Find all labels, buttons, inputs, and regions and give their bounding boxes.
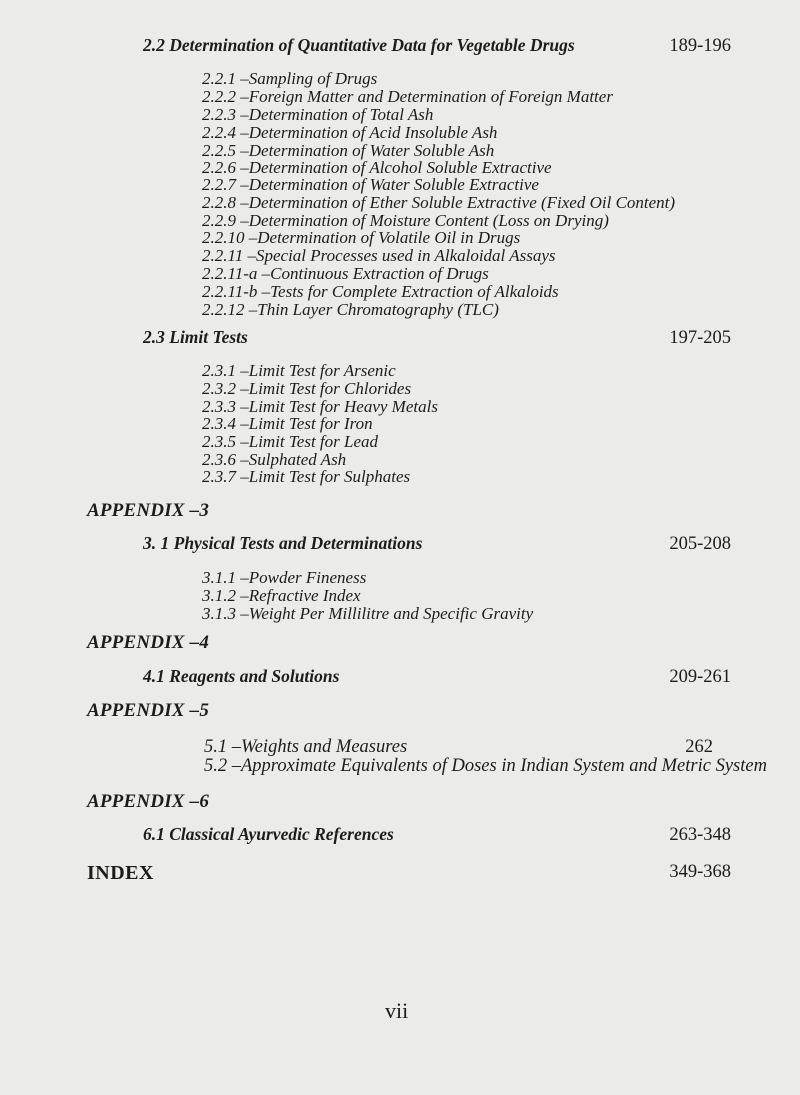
toc-item-2-2-11-b: 2.2.11-b –Tests for Complete Extraction of Alkaloids [202,282,559,301]
toc-item-2-2-10: 2.2.10 –Determination of Volatile Oil in Drugs [202,228,521,247]
toc-item-2-3-6: 2.3.6 –Sulphated Ash [202,450,347,469]
toc-item-2-2-9: 2.2.9 –Determination of Moisture Content (Loss on Drying) [202,211,609,230]
toc-item-2-3-2: 2.3.2 –Limit Test for Chlorides [202,379,412,398]
toc-item-3-1-1: 3.1.1 –Powder Fineness [202,568,367,587]
toc-item-2-3-4: 2.3.4 –Limit Test for Iron [202,414,373,433]
appendix-3-heading: APPENDIX –3 [87,500,210,521]
toc-item-2-2-8: 2.2.8 –Determination of Ether Soluble Extractive (Fixed Oil Content) [202,193,676,212]
page-number: vii [385,998,409,1023]
section-6-1-pages: 263-348 [669,825,731,845]
section-3-1-pages: 205-208 [669,534,731,554]
section-2-3-pages: 197-205 [669,328,731,348]
toc-item-2-3-7: 2.3.7 –Limit Test for Sulphates [202,467,411,486]
toc-item-2-3-3: 2.3.3 –Limit Test for Heavy Metals [202,397,438,416]
section-2-3-title: 2.3 Limit Tests [143,327,248,347]
section-2-2-pages: 189-196 [669,36,731,56]
section-4-1-pages: 209-261 [669,667,731,687]
appendix-4-heading: APPENDIX –4 [87,632,210,653]
toc-item-3-1-2: 3.1.2 –Refractive Index [202,586,361,605]
toc-item-5-1: 5.1 –Weights and Measures [204,737,408,757]
section-5-pages: 262 [685,737,713,757]
toc-item-2-2-2: 2.2.2 –Foreign Matter and Determination of Foreign Matter [202,87,613,106]
toc-item-2-2-7: 2.2.7 –Determination of Water Soluble Extractive [202,175,539,194]
toc-item-2-2-3: 2.2.3 –Determination of Total Ash [202,105,434,124]
index-heading: INDEX [87,862,154,884]
appendix-5-heading: APPENDIX –5 [87,700,210,721]
section-2-2-title: 2.2 Determination of Quantitative Data for Vegetable Drugs [143,35,575,55]
section-4-1-title: 4.1 Reagents and Solutions [143,666,340,686]
toc-item-2-2-11: 2.2.11 –Special Processes used in Alkaloidal Assays [202,246,556,265]
appendix-6-heading: APPENDIX –6 [87,791,210,812]
toc-item-3-1-3: 3.1.3 –Weight Per Millilitre and Specific Gravity [202,604,534,623]
toc-item-2-2-11-a: 2.2.11-a –Continuous Extraction of Drugs [202,264,489,283]
toc-item-2-2-12: 2.2.12 –Thin Layer Chromatography (TLC) [202,300,499,319]
index-pages: 349-368 [669,862,731,882]
toc-item-2-3-5: 2.3.5 –Limit Test for Lead [202,432,379,451]
section-6-1-title: 6.1 Classical Ayurvedic References [143,824,394,844]
toc-item-2-3-1: 2.3.1 –Limit Test for Arsenic [202,361,396,380]
toc-item-5-2: 5.2 –Approximate Equivalents of Doses in Indian System and Metric System [204,756,767,776]
toc-item-2-2-1: 2.2.1 –Sampling of Drugs [202,69,378,88]
section-3-1-title: 3. 1 Physical Tests and Determinations [143,533,423,553]
toc-item-2-2-6: 2.2.6 –Determination of Alcohol Soluble Extractive [202,158,552,177]
toc-item-2-2-4: 2.2.4 –Determination of Acid Insoluble Ash [202,123,498,142]
toc-item-2-2-5: 2.2.5 –Determination of Water Soluble Ash [202,141,495,160]
